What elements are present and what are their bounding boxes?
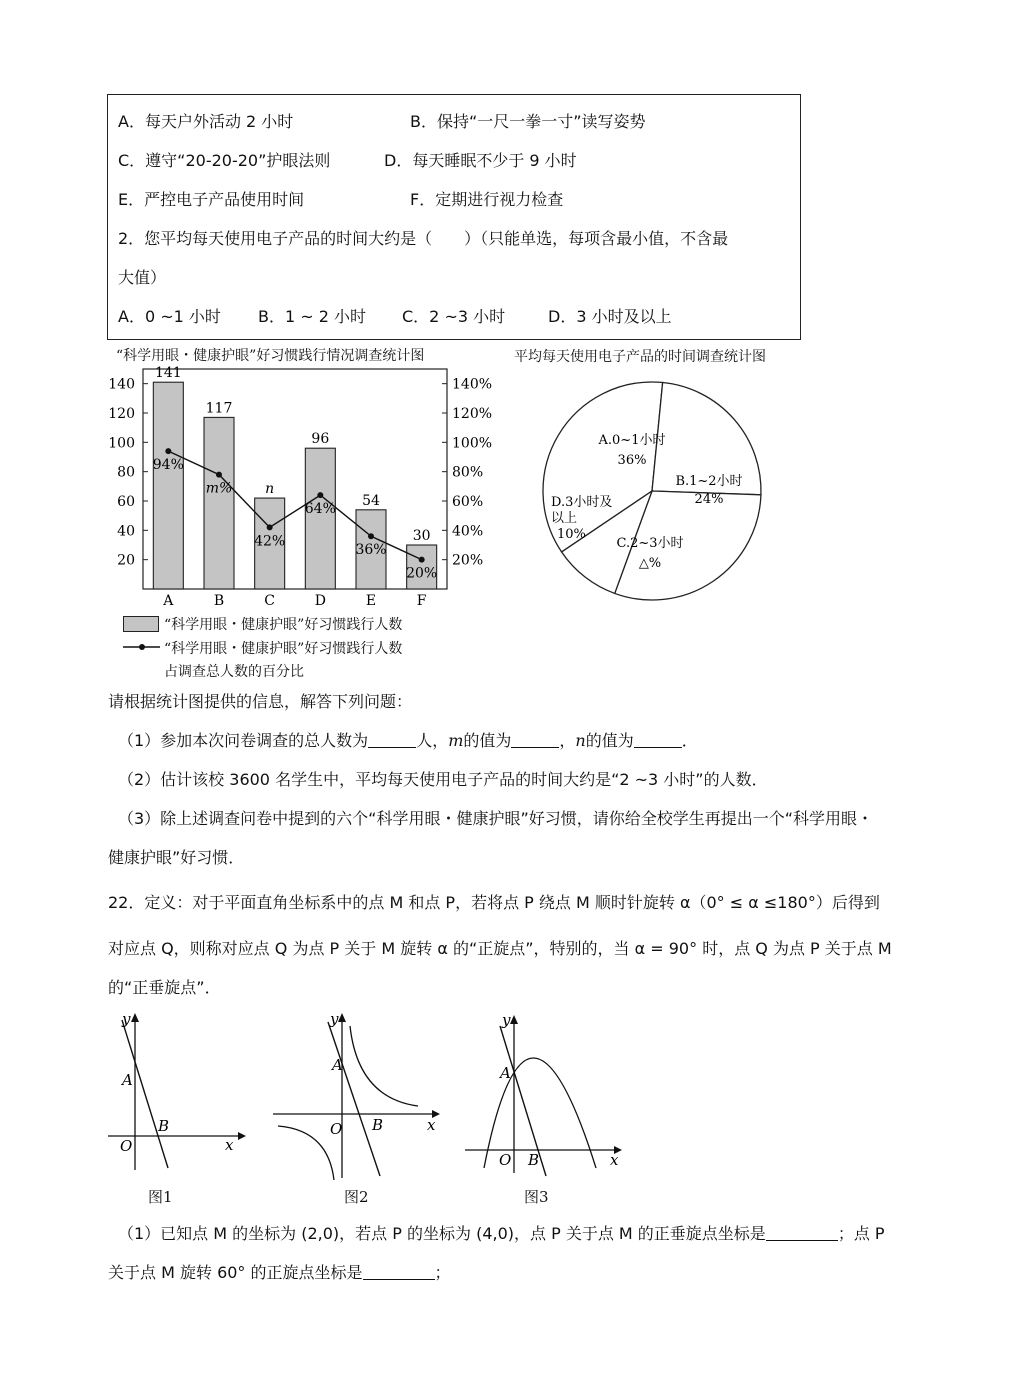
y-tick-label: 140 <box>108 376 135 393</box>
option-q1-d: D．每天睡眠不少于 9 小时 <box>384 151 577 170</box>
y2-tick-label: 140% <box>452 376 493 393</box>
option-q2-d: D．3 小时及以上 <box>548 307 672 326</box>
legend-line-swatch <box>122 641 162 653</box>
percent-label-F: 20% <box>406 565 438 582</box>
sub1-line2-text: 关于点 M 旋转 60° 的正旋点坐标是 <box>108 1263 363 1282</box>
option-q2-c: C．2 ~3 小时 <box>402 307 506 326</box>
fig1-x-label: x <box>225 1136 234 1154</box>
problem22-sub1-line1 <box>118 1224 885 1244</box>
q1-text-c: 的值为 <box>463 731 512 750</box>
percent-point-D <box>317 492 323 498</box>
x-tick-label-B: B <box>213 593 225 609</box>
question-1 <box>118 731 698 751</box>
bar-B <box>204 417 234 589</box>
percent-point-B <box>216 472 222 478</box>
y2-tick-label: 60% <box>452 494 484 510</box>
figure-1-graph <box>100 1010 250 1180</box>
bar-chart-title: “科学用眼・健康护眼”好习惯践行情况调查统计图 <box>116 348 425 364</box>
fig3-o-label: O <box>499 1151 512 1169</box>
pie-label-a: A.0~1小时 <box>598 433 666 448</box>
sub1-line1-text: （1）已知点 M 的坐标为 (2,0)，若点 P 的坐标为 (4,0)，点 P 关于点 M 的正垂旋点坐标是 <box>118 1224 766 1243</box>
fig2-o-label: O <box>330 1120 343 1138</box>
bar-line-chart <box>95 360 515 612</box>
option-q1-c: C．遵守“20-20-20”护眼法则 <box>118 151 331 170</box>
questions-intro: 请根据统计图提供的信息，解答下列问题： <box>108 692 413 711</box>
fig2-b-label: B <box>372 1116 384 1134</box>
bar-value-label-A: 141 <box>154 365 182 382</box>
figure-1-caption: 图1 <box>148 1188 173 1206</box>
percent-label-D: 64% <box>304 501 336 518</box>
legend-bar-label: “科学用眼・健康护眼”好习惯践行人数 <box>164 617 403 633</box>
option-q1-f: F．定期进行视力检查 <box>410 190 564 209</box>
problem22-line3: 的“正垂旋点”． <box>108 978 221 997</box>
legend-bar-swatch <box>123 616 159 632</box>
q1-var-m: m <box>448 731 464 750</box>
plot-frame <box>143 369 447 589</box>
percent-label-E: 36% <box>355 542 387 559</box>
bar-D <box>305 448 335 589</box>
q1-text-f: ． <box>681 731 698 750</box>
bar-value-label-C: n <box>265 481 275 498</box>
y-tick-label: 100 <box>108 435 135 452</box>
option-q1-e: E．严控电子产品使用时间 <box>118 190 305 209</box>
problem22-line1: 22．定义：对于平面直角坐标系中的点 M 和点 P，若将点 P 绕点 M 顺时针旋转 α（0° ≤ α ≤180°）后得到 <box>108 893 880 912</box>
figure-2-graph <box>270 1008 450 1183</box>
q1-text-b: 人， <box>416 731 449 750</box>
fig3-y-label: y <box>502 1011 511 1029</box>
pie-label-c: C.2~3小时 <box>616 536 684 551</box>
pie-label-d-1: D.3小时及 <box>551 495 613 510</box>
y-tick-label: 80 <box>117 464 135 481</box>
x-tick-label-A: A <box>163 593 174 609</box>
pie-label-d-2: 以上 <box>551 511 578 526</box>
q1-text-d: ， <box>559 731 576 750</box>
bar-value-label-B: 117 <box>205 400 233 417</box>
pie-label-b: B.1~2小时 <box>675 474 743 489</box>
pie-value-d: 10% <box>557 527 586 542</box>
percent-point-A <box>165 448 171 454</box>
percent-point-C <box>267 524 273 530</box>
y2-tick-label: 40% <box>452 523 484 540</box>
y2-tick-label: 100% <box>452 435 493 452</box>
y2-tick-label: 20% <box>452 552 484 569</box>
option-q2-b: B．1 ~ 2 小时 <box>258 307 367 326</box>
problem22-sub1-line2 <box>108 1263 451 1283</box>
y-tick-label: 20 <box>117 552 135 569</box>
pie-value-b: 24% <box>694 492 724 507</box>
fig3-b-label: B <box>528 1151 540 1169</box>
answer-blank-total[interactable] <box>368 731 416 748</box>
pie-value-c: △% <box>638 556 662 571</box>
y2-tick-label: 120% <box>452 406 493 422</box>
q1-text-e: 的值为 <box>585 731 634 750</box>
x-tick-label-D: D <box>314 593 326 609</box>
bar-value-label-D: 96 <box>311 431 330 448</box>
x-tick-label-C: C <box>264 593 276 609</box>
pie-chart <box>537 376 767 606</box>
q1-var-n: n <box>575 731 586 750</box>
pie-chart-title: 平均每天使用电子产品的时间调查统计图 <box>514 349 766 365</box>
question-2: （2）估计该校 3600 名学生中，平均每天使用电子产品的时间大约是“2 ~3 小时”的人数． <box>118 770 768 789</box>
fig1-o-label: O <box>120 1137 133 1155</box>
sub1-line2-end: ； <box>434 1263 451 1282</box>
y-tick-label: 60 <box>117 494 135 510</box>
y-tick-label: 120 <box>108 406 135 422</box>
survey-q2-line1: 2．您平均每天使用电子产品的时间大约是（ ）（只能单选，每项含最小值，不含最 <box>118 229 729 248</box>
legend-line-label-1: “科学用眼・健康护眼”好习惯践行人数 <box>164 641 403 657</box>
option-q1-a: A．每天户外活动 2 小时 <box>118 112 294 131</box>
pie-value-a: 36% <box>617 453 647 468</box>
sub1-line1-end: ；点 P <box>837 1224 885 1243</box>
percent-point-F <box>419 557 425 563</box>
figure-3-caption: 图3 <box>524 1188 549 1206</box>
question-3-line1: （3）除上述调查问卷中提到的六个“科学用眼・健康护眼”好习惯，请你给全校学生再提出一个“科学用眼・ <box>118 809 874 828</box>
problem22-line2: 对应点 Q，则称对应点 Q 为点 P 关于 M 旋转 α 的“正旋点”，特别的，当 α = 90° 时，点 Q 为点 P 关于点 M <box>108 939 892 958</box>
percent-point-E <box>368 533 374 539</box>
y2-tick-label: 80% <box>452 464 484 481</box>
answer-blank-n[interactable] <box>634 731 682 748</box>
fig3-x-label: x <box>610 1151 619 1169</box>
percent-label-C: 42% <box>254 533 286 550</box>
percent-label-A: 94% <box>152 457 184 474</box>
survey-q2-line2: 大值） <box>118 268 167 287</box>
bar-value-label-E: 54 <box>362 492 380 509</box>
x-tick-label-F: F <box>416 593 427 609</box>
question-3-line2: 健康护眼”好习惯． <box>108 848 245 867</box>
bar-A <box>153 382 183 589</box>
answer-blank-m[interactable] <box>511 731 559 748</box>
fig2-y-label: y <box>330 1010 339 1028</box>
answer-blank-rot60-point[interactable] <box>363 1263 435 1280</box>
percent-label-B: m% <box>205 480 233 497</box>
fig1-y-label: y <box>122 1010 131 1028</box>
fig3-a-label: A <box>500 1064 511 1082</box>
q1-text-a: （1）参加本次问卷调查的总人数为 <box>118 731 369 750</box>
answer-blank-perp-point[interactable] <box>766 1224 838 1241</box>
fig2-x-label: x <box>427 1116 436 1134</box>
figure-2-caption: 图2 <box>344 1188 369 1206</box>
option-q1-b: B．保持“一尺一拳一寸”读写姿势 <box>410 112 646 131</box>
option-q2-a: A．0 ~1 小时 <box>118 307 221 326</box>
figure-3-graph <box>462 1008 632 1178</box>
y-tick-label: 40 <box>117 523 135 540</box>
x-tick-label-E: E <box>365 593 377 609</box>
fig1-b-label: B <box>158 1117 170 1135</box>
fig1-a-label: A <box>122 1071 133 1089</box>
legend-line-label-2: 占调查总人数的百分比 <box>164 664 304 680</box>
fig2-a-label: A <box>332 1056 343 1074</box>
bar-value-label-F: 30 <box>412 528 431 544</box>
